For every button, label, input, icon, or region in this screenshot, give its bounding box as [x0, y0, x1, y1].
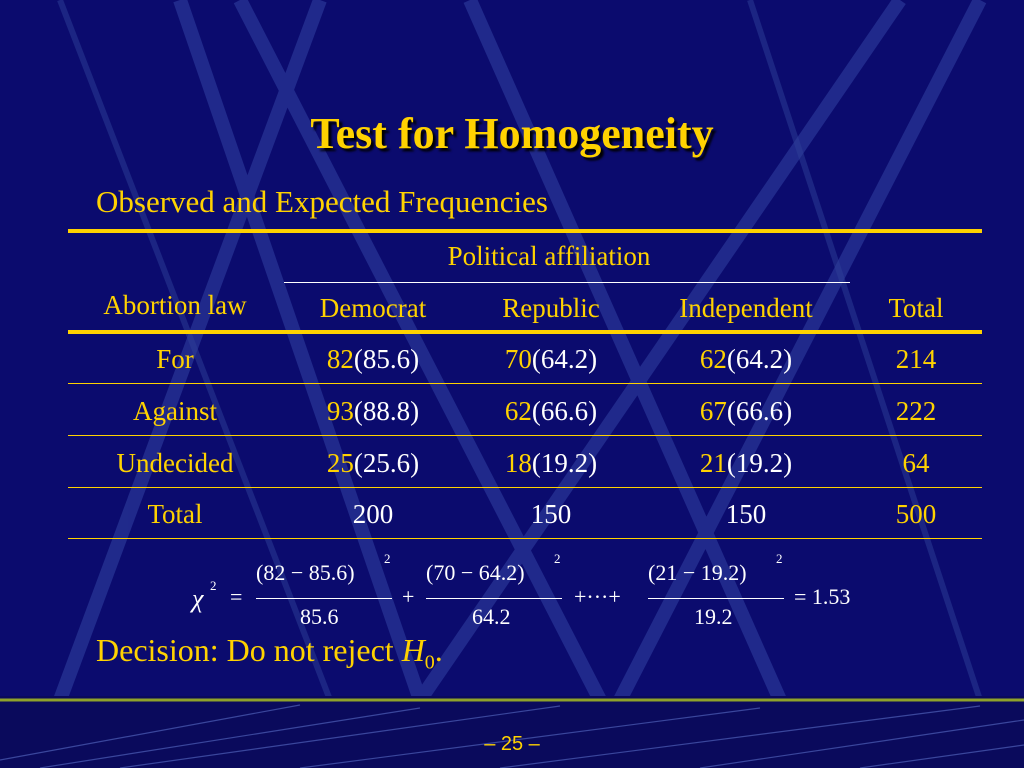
observed-value: 62	[504, 396, 532, 426]
column-total-independent: 150	[725, 499, 767, 529]
equals-sign: =	[230, 584, 243, 609]
column-total-republic: 150	[530, 499, 572, 529]
term2-fraction-bar	[426, 598, 562, 599]
table-cell	[290, 344, 456, 375]
table-cell	[646, 448, 846, 479]
table-cell	[646, 344, 846, 375]
row-total: 222	[895, 396, 937, 426]
decision-hypothesis-symbol: H	[401, 632, 425, 668]
formula-result: = 1.53	[794, 584, 851, 609]
term1-exponent: 2	[384, 551, 391, 566]
column-header-independent: Independent	[679, 293, 813, 323]
term2-exponent: 2	[554, 551, 561, 566]
column-header-total: Total	[888, 293, 944, 323]
term2-denominator: 64.2	[472, 604, 511, 629]
column-header-democrat: Democrat	[319, 293, 427, 323]
row-divider	[68, 487, 982, 488]
expected-value: (85.6)	[353, 344, 420, 374]
group-header-underline	[284, 282, 850, 283]
row-header-abortion-law: Abortion law	[103, 290, 247, 320]
observed-value: 67	[699, 396, 727, 426]
expected-value: (64.2)	[531, 344, 598, 374]
expected-value: (66.6)	[531, 396, 598, 426]
term1-numerator: (82 − 85.6)	[256, 560, 355, 585]
observed-value: 82	[326, 344, 354, 374]
ellipsis-plus: +···+	[574, 584, 621, 609]
slide-subtitle: Observed and Expected Frequencies	[96, 184, 548, 219]
term1-fraction-bar	[256, 598, 392, 599]
expected-value: (66.6)	[726, 396, 793, 426]
chi-square-exponent: 2	[210, 578, 217, 593]
term3-numerator: (21 − 19.2)	[648, 560, 747, 585]
row-label-against: Against	[133, 396, 217, 426]
row-total: 64	[902, 448, 930, 478]
term1-denominator: 85.6	[300, 604, 339, 629]
term2-numerator: (70 − 64.2)	[426, 560, 525, 585]
expected-value: (88.8)	[353, 396, 420, 426]
expected-value: (19.2)	[531, 448, 598, 478]
table-cell	[290, 396, 456, 427]
observed-value: 18	[504, 448, 532, 478]
row-label-for: For	[156, 344, 194, 374]
observed-value: 21	[699, 448, 727, 478]
row-label-undecided: Undecided	[116, 448, 234, 478]
term3-denominator: 19.2	[694, 604, 733, 629]
table-top-rule	[68, 229, 982, 233]
expected-value: (64.2)	[726, 344, 793, 374]
term3-fraction-bar	[648, 598, 784, 599]
slide-title: Test for Homogeneity	[310, 109, 714, 158]
page-number: – 25 –	[484, 733, 540, 755]
grand-total: 500	[895, 499, 937, 529]
group-header-political-affiliation: Political affiliation	[447, 241, 651, 271]
table-cell	[466, 448, 636, 479]
expected-value: (25.6)	[353, 448, 420, 478]
decision-suffix: .	[434, 632, 443, 668]
decision-hypothesis-subscript: 0	[424, 651, 435, 674]
observed-value: 25	[326, 448, 354, 478]
column-total-democrat: 200	[352, 499, 394, 529]
plus-sign: +	[402, 584, 415, 609]
table-cell	[290, 448, 456, 479]
row-label-total: Total	[147, 499, 203, 529]
observed-value: 93	[326, 396, 354, 426]
table-cell	[466, 344, 636, 375]
term3-exponent: 2	[776, 551, 783, 566]
observed-value: 70	[504, 344, 532, 374]
decision-prefix: Decision: Do not reject	[96, 632, 402, 668]
chi-symbol: χ	[192, 584, 204, 613]
chi-square-formula	[190, 548, 880, 634]
table-cell	[466, 396, 636, 427]
row-divider	[68, 435, 982, 436]
row-total: 214	[895, 344, 937, 374]
observed-value: 62	[699, 344, 727, 374]
decision-text	[96, 632, 443, 674]
header-bottom-rule	[68, 330, 982, 334]
column-header-republic: Republic	[502, 293, 600, 323]
row-divider	[68, 383, 982, 384]
table-cell	[646, 396, 846, 427]
table-bottom-rule	[68, 538, 982, 539]
expected-value: (19.2)	[726, 448, 793, 478]
